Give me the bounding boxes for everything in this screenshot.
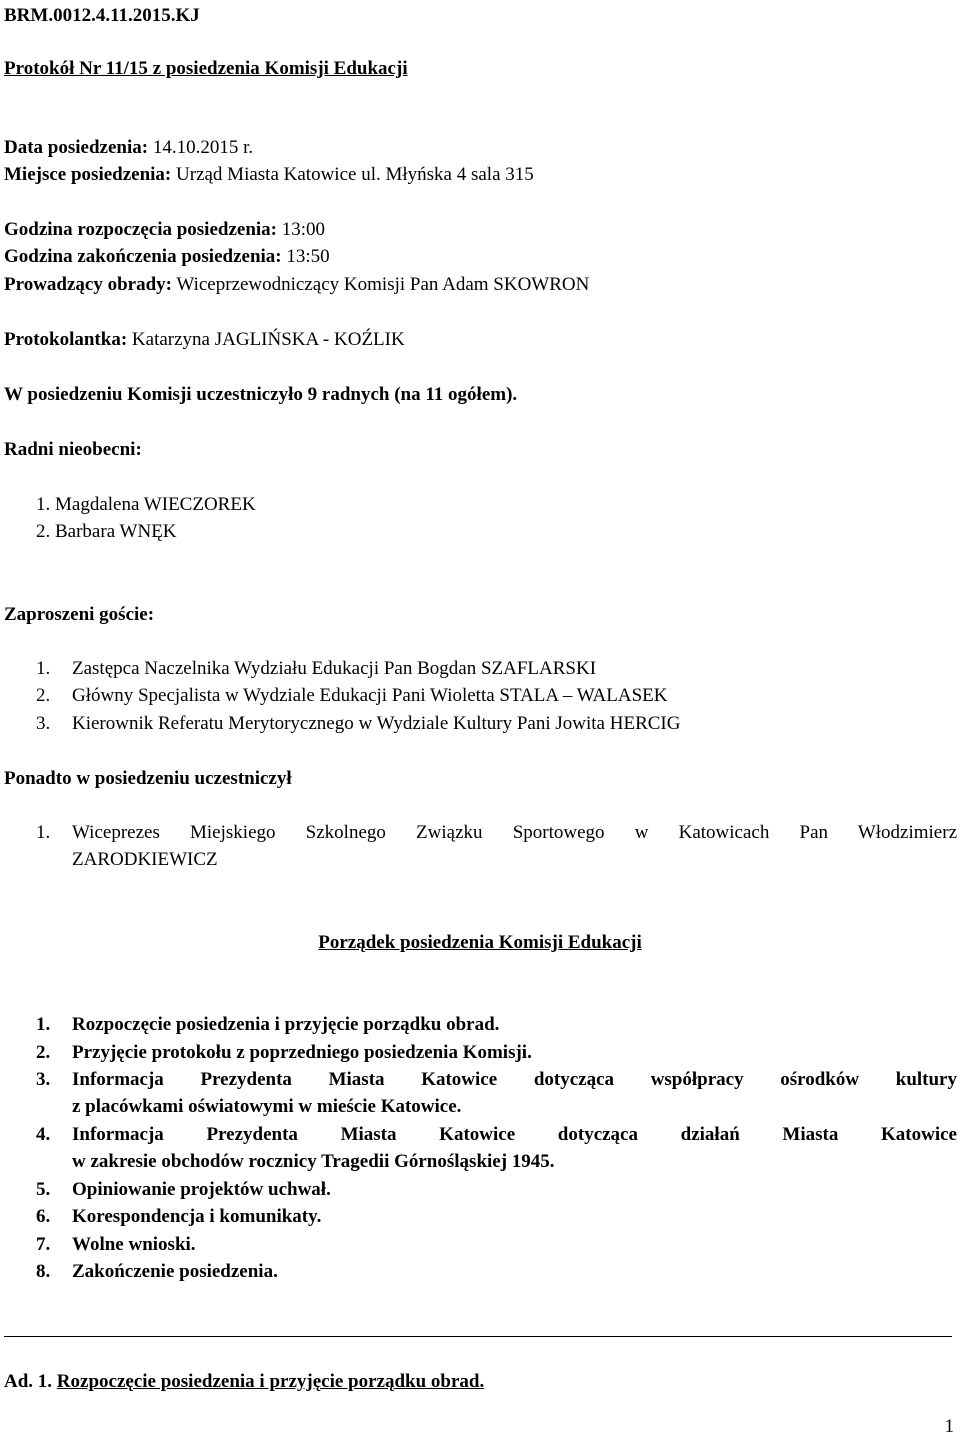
start-value: 13:00 [281,219,326,240]
place-label: Miejsce posiedzenia: [4,164,172,185]
meeting-clerk [4,329,405,351]
agenda-item: Opiniowanie projektów uchwał. [72,1179,331,1200]
clerk-label: Protokolantka: [4,329,128,350]
place-value: Urząd Miasta Katowice ul. Młyńska 4 sala 315 [176,164,534,185]
agenda-item-continued: w zakresie obchodów rocznicy Tragedii Górnośląskiej 1945. [72,1151,555,1172]
also-present-line1: Wiceprezes Miejskiego Szkolnego Związku Sportowego w Katowicach Pan Włodzimierz [72,822,957,843]
guest-number: 3. [36,713,51,734]
also-present-number: 1. [36,822,51,843]
start-label: Godzina rozpoczęcia posiedzenia: [4,219,278,240]
agenda-item: Informacja Prezydenta Miasta Katowice dotycząca działań Miasta Katowice [72,1124,957,1145]
absent-heading: Radni nieobecni: [4,439,142,460]
agenda-number: 1. [36,1014,51,1035]
meeting-date [4,137,253,159]
document-title: Protokół Nr 11/15 z posiedzenia Komisji Edukacji [4,58,408,79]
guest-item: Główny Specjalista w Wydziale Edukacji Pani Wioletta STALA – WALASEK [72,685,668,706]
attendance-statement: W posiedzeniu Komisji uczestniczyło 9 radnych (na 11 ogółem). [4,384,518,405]
agenda-item: Zakończenie posiedzenia. [72,1261,278,1282]
guest-number: 1. [36,658,51,679]
agenda-item: Rozpoczęcie posiedzenia i przyjęcie porządku obrad. [72,1014,500,1035]
guests-heading: Zaproszeni goście: [4,604,155,625]
chair-label: Prowadzący obrady: [4,274,172,295]
agenda-item: Przyjęcie protokołu z poprzedniego posiedzenia Komisji. [72,1042,532,1063]
agenda-number: 5. [36,1179,51,1200]
guest-item: Zastępca Naczelnika Wydziału Edukacji Pan Bogdan SZAFLARSKI [72,658,597,679]
clerk-value: Katarzyna JAGLIŃSKA - KOŹLIK [131,329,405,350]
meeting-place [4,164,534,186]
agenda-item: Korespondencja i komunikaty. [72,1206,322,1227]
guest-number: 2. [36,685,51,706]
agenda-number: 3. [36,1069,51,1090]
document-id: BRM.0012.4.11.2015.KJ [4,5,200,26]
agenda-heading: Porządek posiedzenia Komisji Edukacji [318,932,642,953]
meeting-end [4,246,330,268]
chair-value: Wiceprzewodniczący Komisji Pan Adam SKOWRON [176,274,590,295]
agenda-number: 7. [36,1234,51,1255]
meeting-chair [4,274,589,296]
also-present-line2: ZARODKIEWICZ [72,849,218,870]
agenda-item-continued: z placówkami oświatowymi w mieście Katowice. [72,1096,462,1117]
date-value: 14.10.2015 r. [152,137,254,158]
agenda-item: Wolne wnioski. [72,1234,196,1255]
agenda-number: 8. [36,1261,51,1282]
ad1-heading [4,1371,484,1393]
ad1-title: Rozpoczęcie posiedzenia i przyjęcie porządku obrad. [56,1371,485,1392]
absent-item: 1. Magdalena WIECZOREK [36,494,256,515]
agenda-number: 2. [36,1042,51,1063]
agenda-item: Informacja Prezydenta Miasta Katowice dotycząca współpracy ośrodków kultury [72,1069,957,1090]
agenda-number: 4. [36,1124,51,1145]
guest-item: Kierownik Referatu Merytorycznego w Wydziale Kultury Pani Jowita HERCIG [72,713,681,734]
agenda-number: 6. [36,1206,51,1227]
page-number: 1 [944,1416,954,1437]
section-divider [4,1336,952,1337]
absent-item: 2. Barbara WNĘK [36,521,177,542]
end-label: Godzina zakończenia posiedzenia: [4,246,282,267]
date-label: Data posiedzenia: [4,137,149,158]
meeting-start [4,219,325,241]
end-value: 13:50 [286,246,330,267]
also-present-heading: Ponadto w posiedzeniu uczestniczył [4,768,292,789]
ad1-prefix: Ad. 1. [4,1371,53,1392]
